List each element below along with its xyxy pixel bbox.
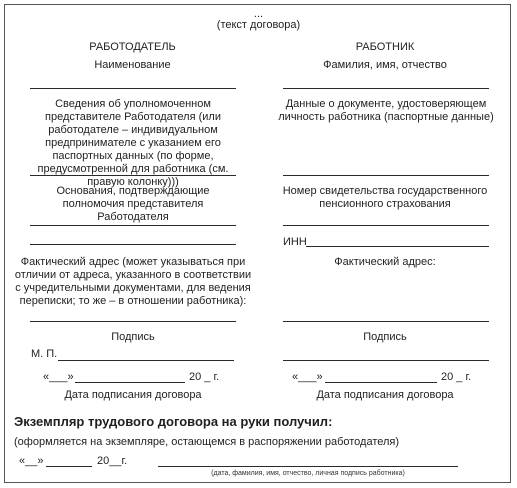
employer-date-quotes: «___» bbox=[43, 371, 74, 383]
employee-name-line bbox=[283, 88, 489, 89]
employer-stamp-label: М. П. bbox=[31, 348, 58, 360]
employer-address: Фактический адрес (может указываться при отличии от адреса, указанного в соответствии с учредительными документами, для ведения переписки; то же – в отношении работника): bbox=[14, 256, 252, 307]
employer-date-line bbox=[75, 382, 185, 383]
employee-inn-label: ИНН bbox=[283, 236, 307, 248]
employer-signature-label: Подпись bbox=[111, 331, 155, 343]
employer-rep-info: Сведения об уполномоченном представителе Работодателя (или работодателе – индивидуальном предпринимателе с указанием его паспортных данных (по форме, предусмотренной для работника (см. правую колонку))) bbox=[37, 98, 229, 188]
employee-heading: РАБОТНИК bbox=[355, 41, 415, 53]
receipt-date-quotes: «__» bbox=[19, 455, 44, 467]
employer-date-year: 20 _ г. bbox=[189, 371, 220, 383]
employee-date-caption: Дата подписания договора bbox=[316, 389, 454, 401]
employer-date-caption: Дата подписания договора bbox=[64, 389, 202, 401]
employer-signature-line bbox=[58, 360, 234, 361]
employee-doc-info: Данные о документе, удостоверяющем личность работника (паспортные данные) bbox=[278, 98, 494, 123]
employee-pension: Номер свидетельства государственного пенсионного страхования bbox=[282, 185, 488, 210]
employer-grounds-line-2 bbox=[30, 244, 236, 245]
receipt-caption: (дата, фамилия, имя, отчество, личная подпись работника) bbox=[211, 470, 405, 477]
employer-name-label: Наименование bbox=[94, 59, 171, 71]
receipt-signature-line bbox=[158, 466, 458, 467]
employee-date-quotes: «___» bbox=[292, 371, 323, 383]
employee-date-year: 20 _ г. bbox=[441, 371, 472, 383]
employer-name-line bbox=[30, 88, 236, 89]
employee-address: Фактический адрес: bbox=[334, 256, 436, 268]
receipt-date-line bbox=[46, 466, 92, 467]
employer-rep-line bbox=[30, 175, 236, 176]
employee-doc-line bbox=[283, 175, 489, 176]
contract-text-label: (текст договора) bbox=[216, 19, 301, 31]
employee-inn-line bbox=[306, 246, 489, 247]
employee-address-line bbox=[283, 321, 489, 322]
receipt-heading: Экземпляр трудового договора на руки получил: bbox=[14, 414, 333, 429]
employer-grounds: Основания, подтверждающие полномочия представителя Работодателя bbox=[56, 185, 210, 223]
ellipsis: ... bbox=[253, 8, 264, 20]
employee-date-line bbox=[325, 382, 437, 383]
employer-grounds-line-1 bbox=[30, 225, 236, 226]
employer-address-line bbox=[30, 321, 236, 322]
employer-heading: РАБОТОДАТЕЛЬ bbox=[89, 41, 176, 53]
receipt-note: (оформляется на экземпляре, остающемся в распоряжении работодателя) bbox=[14, 436, 400, 448]
employee-signature-line bbox=[283, 360, 489, 361]
employee-name-label: Фамилия, имя, отчество bbox=[323, 59, 447, 71]
receipt-date-year: 20__г. bbox=[97, 455, 128, 467]
employee-pension-line bbox=[283, 225, 489, 226]
employee-signature-label: Подпись bbox=[363, 331, 407, 343]
